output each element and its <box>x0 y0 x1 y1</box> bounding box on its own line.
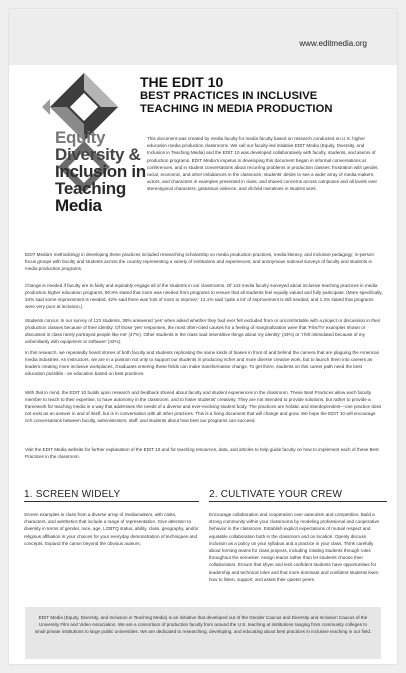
section-heading-screen-widely: 1. SCREEN WIDELY <box>24 489 121 500</box>
document-title <box>140 74 380 116</box>
title-sub-line2: TEACHING IN MEDIA PRODUCTION <box>140 103 333 115</box>
logo-line: Diversity & <box>55 145 141 164</box>
body-paragraph: In this research, we repeatedly heard stories of both faculty and students replicating the same kinds of biases in front of and behind the camera that are plaguing the American media industries. As instructors, we are in a position not only to support our students in producing richer and more diverse creative work, but to launch them into careers as leaders creating more inclusive workplaces. Graduates entering these fields can make transformative change. To get there, students on this career path need the best education possible - an education based on best practices. <box>25 350 380 376</box>
body-paragraph: Visit the EDIT Media website for further explanation of the EDIT 10 and for teaching resources, data, and articles to help guide faculty on how to implement each of these Best Practices in the classroom. <box>25 447 379 459</box>
intro-paragraph: This document was created by media faculty for media faculty based on research conducted on U.S. higher education media production classrooms. We call our faculty-led initiative EDIT Media (Equity, Diversity, and Inclusion in Teaching Media) and the EDIT 10 was developed collaboratively with faculty, students, and alumni of production programs. EDIT Media's impetus in developing this document began in informal conversations at conferences, and in student conversations about recurring problems in production classes: frustration with gender, racial, economic, and other imbalances in the classroom; students' desire to see a wider array of media-makers, actors, and characters in examples presented in class; and shared concerns across campuses and all levels over stereotypical characters, gratuitous violence, and clichéd narratives in student work. <box>147 136 379 192</box>
title-sub-line1: BEST PRACTICES IN INCLUSIVE <box>140 90 318 102</box>
body-paragraph: With that in mind, the EDIT 10 builds upon research and feedback shared about faculty and student experiences in the classroom. These Best Practices allow each faculty member to teach to their expertise, to have autonomy in the classroom, and to foster students' creativity. They are not intended to provide solutions, but rather to provide a framework for teaching media in a way that addresses the needs of a diverse and ever-evolving student body. The practices are holistic and interdependent—one practice does not exist as an answer in and of itself, but is in conversation with all other practices. This is a living document that will change and grow. We hope the EDIT 10 will encourage rich conversations between faculty, administrators, staff, and students about how best our programs can succeed. <box>25 390 382 423</box>
body-paragraph: EDIT Media's methodology in developing these practices included researching scholarship on media production practices, media literacy, and inclusive pedagogy; in-person focus groups with faculty and students across the country representing a variety of institutions and experiences; and anonymous national surveys of faculty and students in media production programs. <box>25 252 375 271</box>
body-paragraph: Students concur. In our survey of 123 students, 38% answered 'yes' when asked whether they had ever felt excluded from or uncomfortable with a project or discussion in their production classes because of their identity. Of those 'yes' responses, the most often-cited causes for a feeling of marginalization were that 'Film/TV examples shown or discussed in class rarely portrayed people like me' (47%). Other students in the class said insensitive things about my identity' (43%) or 'I felt intimidated because of my unfamiliarity with equipment or software' (42%). <box>25 318 381 344</box>
section-body-screen-widely: Screen examples in class from a diverse array of mediamakers, with casts, characters, and aesthetics that include a range of representation. Give attention to diversity in terms of gender, race, age, LGBTQ status, ability, class, geography, and/or religious affiliation in your choices for your everyday demonstration of techniques and concepts. Expand the canon beyond the obvious auteurs. <box>24 512 199 546</box>
section-divider <box>24 501 199 502</box>
website-url[interactable]: www.editmedia.org <box>299 39 367 48</box>
logo-line: Media <box>55 196 102 215</box>
section-body-cultivate-crew: Encourage collaboration and cooperation over auteurism and competition. Build a strong community within your classrooms by modeling professional and cooperative behavior in the classroom. Establish explicit expectations of mutual respect and equitable collaboration both in the classroom and on location. Openly discuss inclusion as a policy on your syllabus and a practice in your class. Think carefully about forming teams for class projects, including rotating students through roles throughout the semester. Assign teams rather than let students choose their collaborators. Ensure that shyer and less confident students have opportunities for leadership and technical roles and that more dominant and confident students learn how to listen, support, and assist their quieter peers. <box>209 512 380 582</box>
section-divider <box>209 501 387 502</box>
section-heading-cultivate-crew: 2. CULTIVATE YOUR CREW <box>209 489 343 500</box>
document-page <box>9 9 397 664</box>
body-paragraph: Change is needed if faculty are to fairly and equitably engage all of the students in our classrooms. Of 143 media faculty surveyed about inclusive teaching practices in media production higher education programs, 90.8% stated that more was needed from programs to ensure that all students feel equally valued and fully participate. (More specifically, 34% said some improvement is needed, 42% said there was 'lots of room to improve,' 12.1% said 'quite a lot' of improvement is still needed, and 1.3% stated that programs were very poor at inclusion.) <box>25 283 383 309</box>
footer-box <box>25 607 381 659</box>
title-main: THE EDIT 10 <box>140 74 224 90</box>
logo-line: Teaching <box>55 179 126 198</box>
footer-text: EDIT Media (Equity, Diversity, and Inclusion in Teaching Media) is an initiative that developed out of the Gender Caucus and Diversity and Inclusion Caucus of the University Film and Video Association. We are a consortium of production faculty from around the U.S. teaching at institutions ranging from community colleges to small private institutions to large public universities. We are dedicated to researching, developing, and educating about best practices in inclusive teaching in our field. <box>34 615 372 634</box>
logo-line: Inclusion in <box>55 162 146 181</box>
logo-line: Equity <box>55 128 106 147</box>
